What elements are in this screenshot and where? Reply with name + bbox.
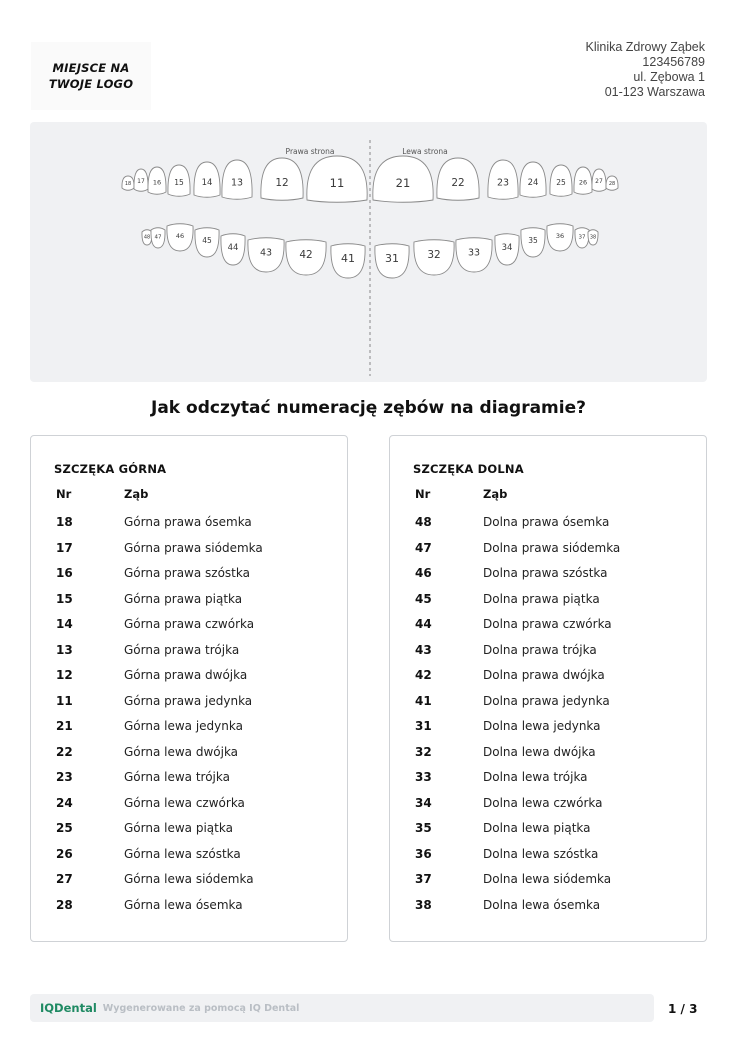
- table-row: [31, 668, 347, 694]
- footer-bar: [30, 994, 654, 1022]
- tooth-number: 13: [56, 642, 73, 657]
- tooth-name: Górna prawa jedynka: [124, 693, 253, 708]
- tooth-label: 22: [451, 176, 465, 189]
- tooth-name: Górna prawa dwójka: [124, 668, 248, 682]
- tooth-name: Dolna lewa piątka: [483, 821, 591, 835]
- teeth-diagram-svg: [30, 122, 707, 382]
- table-row: [390, 541, 706, 567]
- table-row: [31, 694, 347, 720]
- tooth-label: 23: [496, 177, 510, 189]
- tooth-label: 32: [427, 249, 441, 262]
- tooth-label: 38: [589, 234, 597, 241]
- tooth-name: Dolna lewa ósemka: [483, 897, 601, 912]
- tooth-name: Dolna prawa trójka: [483, 642, 597, 657]
- tooth-label: 17: [137, 177, 145, 185]
- tooth-label: 31: [385, 251, 399, 265]
- footer-generated: Wygenerowane za pomocą IQ Dental: [102, 1002, 300, 1014]
- tooth-name: Dolna lewa szóstka: [483, 846, 599, 861]
- tooth-label: 25: [556, 177, 566, 187]
- upper-col-nr: Nr: [56, 487, 72, 501]
- tooth-label: 43: [259, 247, 273, 259]
- tooth-label: 48: [143, 234, 151, 241]
- tooth-label: 16: [152, 178, 162, 187]
- tooth-number: 14: [56, 617, 73, 631]
- tooth-number: 23: [56, 770, 73, 784]
- tooth-name: Dolna prawa siódemka: [483, 540, 621, 555]
- tooth-number: 17: [56, 540, 73, 555]
- table-row: [390, 515, 706, 541]
- tooth-number: 24: [56, 795, 73, 810]
- tooth-name: Dolna prawa piątka: [483, 591, 600, 606]
- tooth-name: Górna lewa ósemka: [124, 897, 243, 912]
- table-row: [31, 541, 347, 567]
- footer-brand: IQDental: [40, 1001, 97, 1015]
- table-row: [390, 566, 706, 592]
- tooth-number: 32: [415, 744, 432, 759]
- tooth-number: 44: [415, 617, 432, 631]
- tooth-label: 27: [595, 177, 603, 185]
- tooth-name: Górna lewa dwójka: [124, 744, 239, 759]
- tooth-number: 33: [415, 770, 432, 784]
- table-row: [390, 617, 706, 643]
- lower-jaw-card: [389, 435, 707, 942]
- tooth-number: 38: [415, 897, 432, 912]
- tooth-name: Górna lewa trójka: [124, 770, 230, 784]
- tooth-name: Dolna prawa jedynka: [483, 693, 610, 708]
- tooth-number: 37: [415, 872, 432, 886]
- clinic-phone: 123456789: [642, 55, 705, 69]
- tooth-name: Dolna prawa dwójka: [483, 668, 605, 682]
- tooth-name: Dolna lewa czwórka: [483, 795, 603, 810]
- tooth-name: Górna prawa szóstka: [124, 566, 250, 580]
- tooth-number: 41: [415, 693, 432, 708]
- tooth-number: 34: [415, 795, 432, 810]
- tooth-label: 46: [175, 232, 185, 240]
- tooth-label: 37: [578, 234, 586, 241]
- tooth-label: 33: [467, 247, 481, 259]
- table-row: [31, 643, 347, 669]
- tooth-label: 15: [174, 177, 184, 187]
- table-row: [390, 770, 706, 796]
- tooth-name: Dolna prawa ósemka: [483, 515, 610, 529]
- tooth-label: 42: [299, 249, 313, 262]
- table-row: [31, 847, 347, 873]
- lower-jaw-rows: [390, 515, 706, 923]
- tooth-number: 18: [56, 515, 73, 529]
- teeth-diagram: [30, 122, 707, 382]
- tooth-name: Dolna lewa siódemka: [483, 872, 612, 886]
- tooth-name: Górna prawa trójka: [124, 642, 240, 657]
- tooth-label: 24: [527, 177, 539, 188]
- tooth-label: 12: [275, 176, 289, 189]
- tooth-name: Górna lewa czwórka: [124, 795, 245, 810]
- table-row: [31, 872, 347, 898]
- upper-jaw-title: SZCZĘKA GÓRNA: [54, 462, 167, 476]
- tooth-number: 46: [415, 566, 432, 580]
- table-row: [390, 898, 706, 924]
- tooth-label: 28: [608, 180, 616, 187]
- table-row: [390, 796, 706, 822]
- left-side-label: Lewa strona: [402, 147, 448, 156]
- tooth-name: Górna prawa ósemka: [124, 515, 252, 529]
- tooth-label: 14: [201, 177, 213, 188]
- tooth-name: Górna lewa piątka: [124, 821, 233, 835]
- tooth-name: Dolna lewa dwójka: [483, 744, 596, 759]
- tooth-label: 45: [202, 235, 212, 245]
- table-row: [390, 719, 706, 745]
- tooth-name: Dolna prawa szóstka: [483, 566, 608, 580]
- table-row: [31, 796, 347, 822]
- tooth-number: 15: [56, 591, 73, 606]
- tooth-number: 12: [56, 668, 73, 682]
- logo-placeholder: [31, 42, 151, 110]
- tooth-label: 44: [227, 243, 239, 254]
- clinic-name: Klinika Zdrowy Ząbek: [585, 40, 705, 54]
- tooth-label: 47: [154, 234, 162, 241]
- table-row: [390, 694, 706, 720]
- table-row: [390, 821, 706, 847]
- tooth-number: 22: [56, 744, 73, 759]
- tooth-number: 42: [415, 668, 432, 682]
- tooth-number: 27: [56, 872, 73, 886]
- logo-line-1: MIEJSCE NA: [52, 61, 130, 75]
- tooth-name: Górna lewa jedynka: [124, 719, 243, 733]
- table-row: [31, 821, 347, 847]
- tooth-number: 31: [415, 719, 432, 733]
- table-row: [31, 719, 347, 745]
- tooth-label: 41: [341, 251, 355, 265]
- tooth-number: 21: [56, 719, 73, 733]
- tooth-number: 35: [415, 821, 432, 835]
- page-number: 1 / 3: [668, 1002, 698, 1016]
- table-row: [31, 515, 347, 541]
- tooth-number: 47: [415, 540, 432, 555]
- table-row: [390, 592, 706, 618]
- upper-col-tooth: Ząb: [124, 487, 149, 501]
- table-row: [390, 668, 706, 694]
- tooth-label: 21: [395, 175, 411, 190]
- question-heading: Jak odczytać numerację zębów na diagramie?: [151, 398, 586, 418]
- tooth-name: Dolna lewa trójka: [483, 770, 588, 784]
- tooth-number: 28: [56, 897, 73, 912]
- lower-jaw-title: SZCZĘKA DOLNA: [413, 462, 524, 476]
- table-row: [31, 770, 347, 796]
- tooth-number: 16: [56, 566, 73, 580]
- logo-line-2: TWOJE LOGO: [48, 77, 134, 91]
- tooth-label: 35: [528, 235, 538, 245]
- table-row: [31, 592, 347, 618]
- table-row: [31, 617, 347, 643]
- tooth-number: 43: [415, 642, 432, 657]
- tooth-label: 26: [578, 178, 588, 187]
- lower-col-tooth: Ząb: [483, 487, 508, 501]
- table-row: [390, 643, 706, 669]
- clinic-info: [586, 40, 706, 100]
- tooth-name: Górna prawa siódemka: [124, 540, 263, 555]
- right-side-label: Prawa strona: [285, 147, 335, 156]
- tooth-name: Górna prawa czwórka: [124, 617, 255, 631]
- tooth-number: 25: [56, 821, 73, 835]
- table-row: [390, 847, 706, 873]
- tooth-name: Górna lewa szóstka: [124, 846, 241, 861]
- upper-jaw-rows: [31, 515, 347, 923]
- tooth-label: 36: [555, 232, 565, 240]
- tooth-number: 11: [56, 693, 73, 708]
- clinic-city: 01-123 Warszawa: [604, 85, 705, 99]
- tooth-number: 48: [415, 515, 432, 529]
- table-row: [31, 898, 347, 924]
- table-row: [390, 872, 706, 898]
- tooth-number: 45: [415, 591, 432, 606]
- tooth-label: 13: [230, 177, 244, 189]
- table-row: [31, 745, 347, 771]
- tooth-name: Dolna prawa czwórka: [483, 617, 612, 631]
- clinic-street: ul. Zębowa 1: [633, 70, 705, 84]
- lower-col-nr: Nr: [415, 487, 431, 501]
- tooth-name: Górna prawa piątka: [124, 591, 243, 606]
- tooth-label: 34: [501, 243, 513, 254]
- tooth-label: 18: [124, 180, 132, 187]
- upper-jaw-card: [30, 435, 348, 942]
- tooth-number: 26: [56, 846, 73, 861]
- tooth-name: Dolna lewa jedynka: [483, 719, 601, 733]
- tooth-name: Górna lewa siódemka: [124, 872, 254, 886]
- tooth-label: 11: [329, 175, 345, 190]
- tooth-number: 36: [415, 846, 432, 861]
- table-row: [390, 745, 706, 771]
- table-row: [31, 566, 347, 592]
